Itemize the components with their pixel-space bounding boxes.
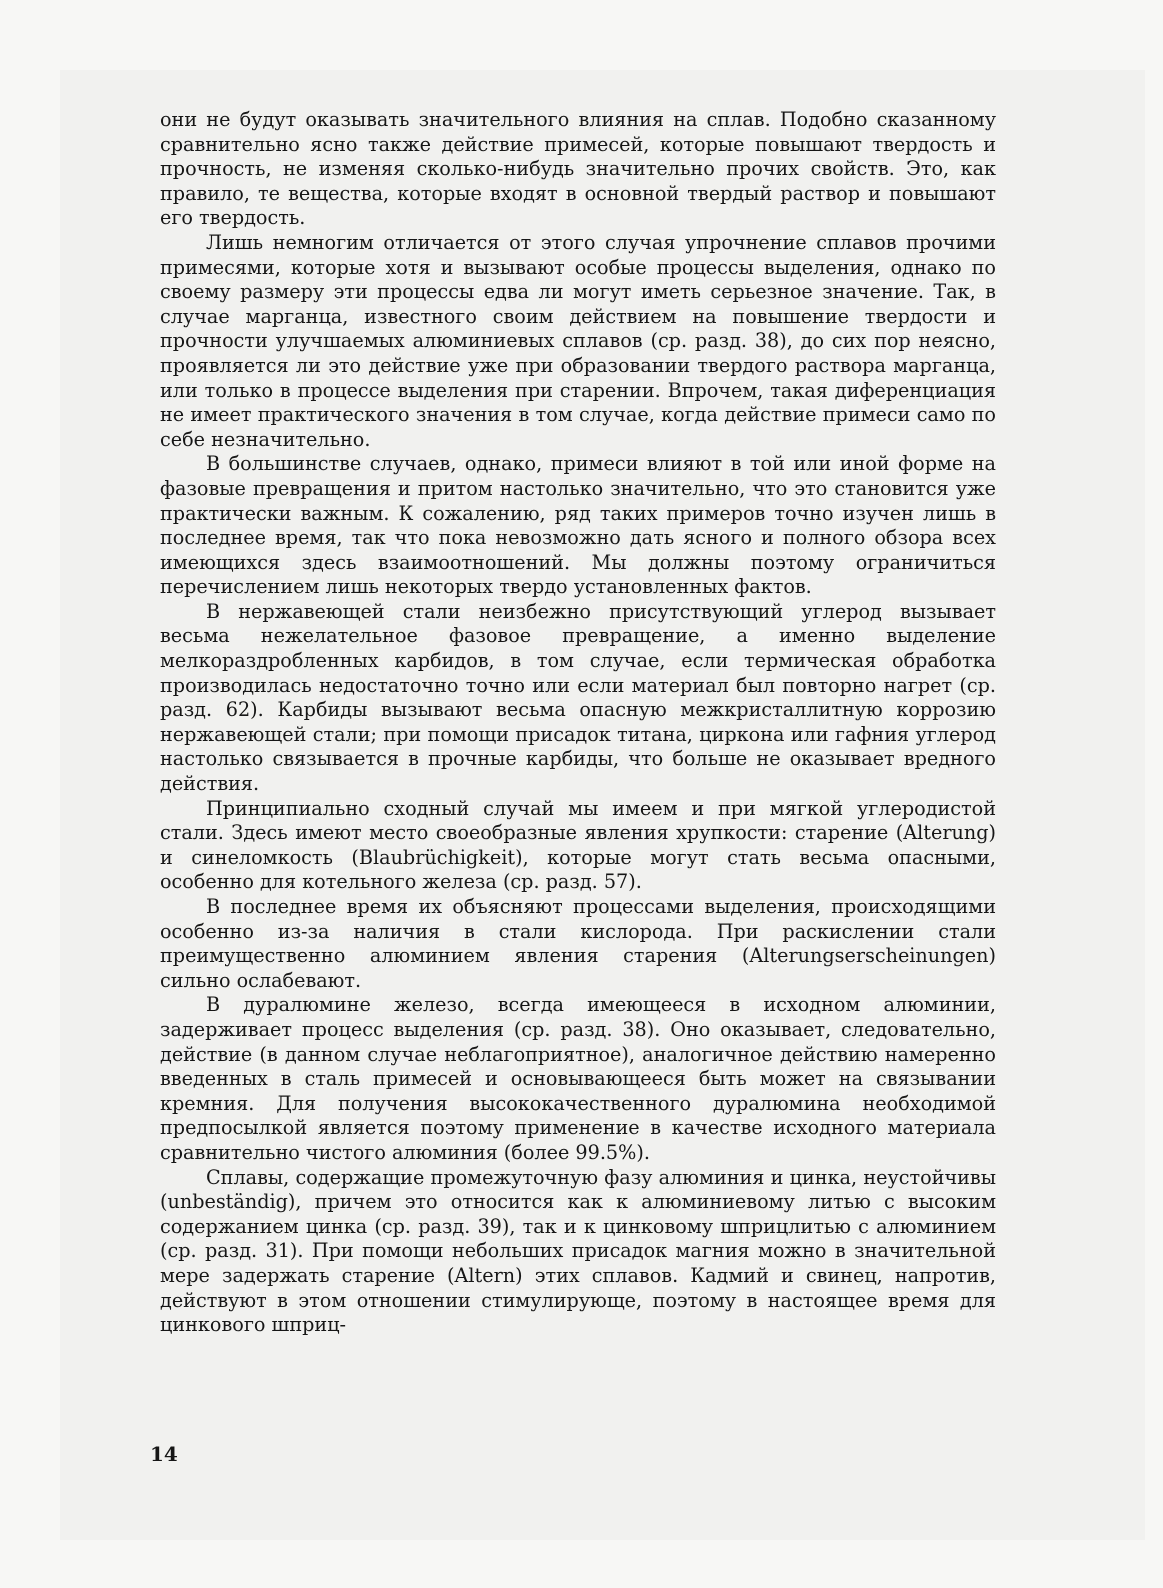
paragraph: В нержавеющей стали неизбежно присутствующий углерод вызывает весьма нежелательное фазовое превращение, а именно выделение мелкораздробленных карбидов, в том случае, если термическая обработка производилась недостаточно точно или если материал был повторно нагрет (ср. разд. 62). Карбиды вызывают весьма опасную межкристаллитную коррозию нержавеющей стали; при помощи присадок титана, циркона или гафния углерод настолько связывается в прочные карбиды, что больше не оказывает вредного действия. (160, 599, 996, 796)
paragraph: Лишь немногим отличается от этого случая упрочнение сплавов прочими примесями, которые хотя и вызывают особые процессы выделения, однако по своему размеру эти процессы едва ли могут иметь серьезное значение. Так, в случае марганца, известного своим действием на повышение твердости и прочности улучшаемых алюминиевых сплавов (ср. разд. 38), до сих пор неясно, проявляется ли это действие уже при образовании твердого раствора марганца, или только в процессе выделения при старении. Впрочем, такая диференциация не имеет практического значения в том случае, когда действие примеси само по себе незначительно. (160, 230, 996, 451)
paragraph: В большинстве случаев, однако, примеси влияют в той или иной форме на фазовые превращения и притом настолько значительно, что это становится уже практически важным. К сожалению, ряд таких примеров точно изучен лишь в последнее время, так что пока невозможно дать ясного и полного обзора всех имеющихся здесь взаимоотношений. Мы должны поэтому ограничиться перечислением лишь некоторых твердо установленных фактов. (160, 452, 996, 599)
paragraph: В дуралюмине железо, всегда имеющееся в исходном алюминии, задерживает процесс выделения (ср. разд. 38). Оно оказывает, следовательно, действие (в данном случае неблагоприятное), аналогичное действию намеренно введенных в сталь примесей и основывающееся быть может на связывании кремния. Для получения высококачественного дуралюмина необходимой предпосылкой является поэтому применение в качестве исходного материала сравнительно чистого алюминия (более 99.5%). (160, 993, 996, 1164)
body-text (160, 108, 996, 1338)
page-number: 14 (150, 1442, 178, 1466)
paragraph: Принципиально сходный случай мы имеем и при мягкой углеродистой стали. Здесь имеют место своеобразные явления хрупкости: старение (Alterung) и синеломкость (Blaubrüchigkeit), которые могут стать весьма опасными, особенно для котельного железа (ср. разд. 57). (160, 796, 996, 894)
paragraph: В последнее время их объясняют процессами выделения, происходящими особенно из-за наличия в стали кислорода. При раскислении стали преимущественно алюминием явления старения (Alterungserscheinungen) сильно ослабевают. (160, 895, 996, 992)
paragraph: Сплавы, содержащие промежуточную фазу алюминия и цинка, неустойчивы (unbeständig), причем это относится как к алюминиевому литью с высоким содержанием цинка (ср. разд. 39), так и к цинковому шприцлитью с алюминием (ср. разд. 31). При помощи небольших присадок магния можно в значительной мере задержать старение (Altern) этих сплавов. Кадмий и свинец, напротив, действуют в этом отношении стимулирующе, поэтому в настоящее время для цинкового шприц- (160, 1165, 996, 1337)
paragraph-continuation: они не будут оказывать значительного влияния на сплав. Подобно сказанному сравнительно ясно также действие примесей, которые повышают твердость и прочность, не изменяя сколько-нибудь значительно прочих свойств. Это, как правило, те вещества, которые входят в основной твердый раствор и повышают его твердость. (160, 108, 996, 230)
